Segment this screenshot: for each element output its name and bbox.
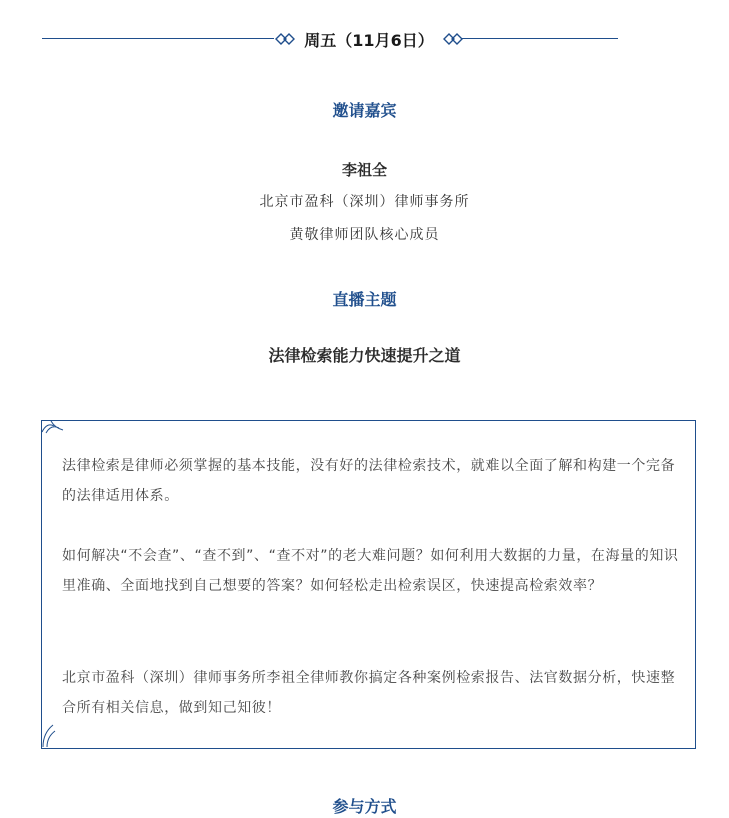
participation-section-title: 参与方式 [332, 797, 397, 816]
topic-section-title: 直播主题 [332, 290, 397, 309]
date-header-row [42, 24, 618, 54]
intro-box [41, 420, 696, 749]
corner-flourish-top-icon [41, 420, 67, 434]
diamond-ornament-left-icon [274, 29, 298, 49]
guest-name: 李祖全 [341, 161, 387, 179]
guests-section-title: 邀请嘉宾 [332, 101, 397, 120]
intro-paragraph-3: 北京市盈科（深圳）律师事务所李祖全律师教你搞定各种案例检索报告、法官数据分析，快速整合所有相关信息，做到知己知彼！ [62, 670, 676, 716]
divider-line-right [462, 38, 618, 39]
corner-flourish-bottom-icon [41, 721, 57, 749]
intro-paragraph-1: 法律检索是律师必须掌握的基本技能，没有好的法律检索技术，就难以全面了解和构建一个完备的法律适用体系。 [62, 458, 676, 504]
date-heading: 周五（11月6日） [304, 31, 434, 50]
intro-paragraph-2: 如何解决“不会查”、“查不到”、“查不对”的老大难问题？如何利用大数据的力量，在海量的知识里准确、全面地找到自己想要的答案？如何轻松走出检索误区，快速提高检索效率？ [62, 548, 679, 594]
guest-firm: 北京市盈科（深圳）律师事务所 [259, 194, 470, 210]
divider-line-left [42, 38, 274, 39]
guest-role: 黄敬律师团队核心成员 [289, 227, 440, 243]
topic-text: 法律检索能力快速提升之道 [268, 346, 461, 365]
diamond-ornament-right-icon [440, 29, 464, 49]
